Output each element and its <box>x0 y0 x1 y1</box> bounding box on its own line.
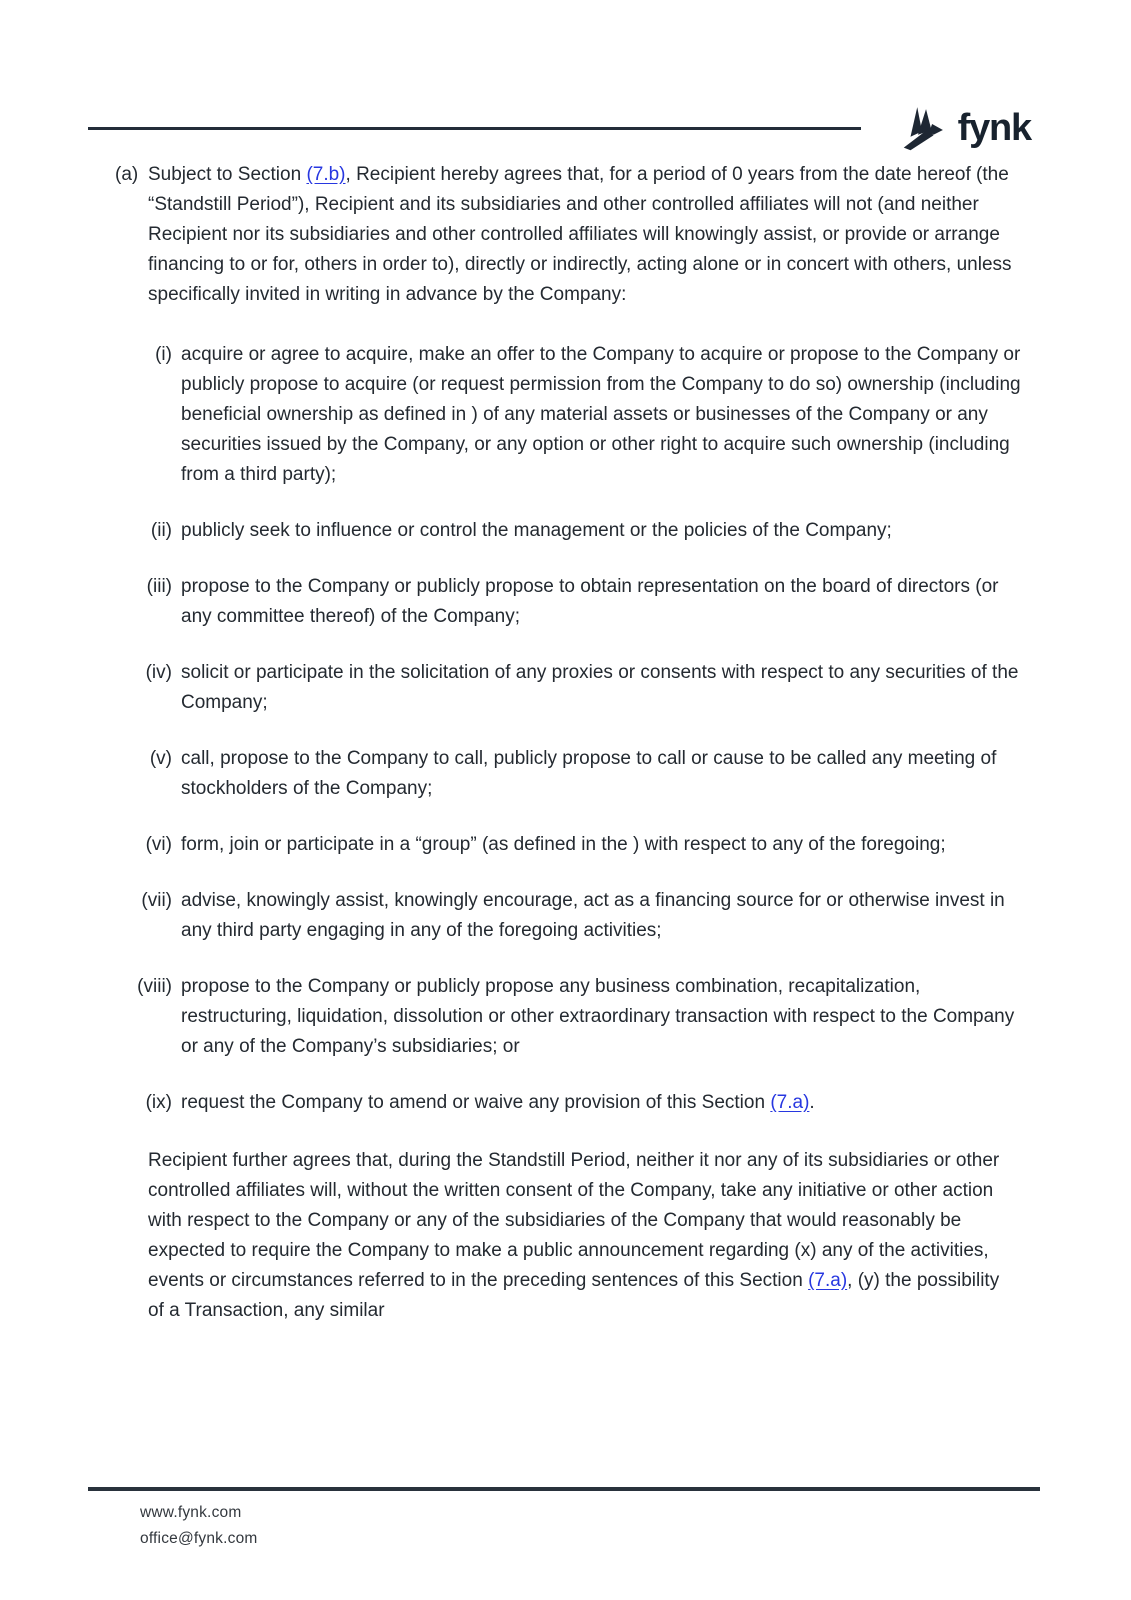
list-item <box>115 1088 1021 1118</box>
list-item-text: form, join or participate in a “group” (as defined in the ) with respect to any of the foregoing; <box>181 834 946 855</box>
section-7a-link[interactable]: (7.a) <box>770 1092 810 1113</box>
letterhead <box>88 96 1031 160</box>
list-item-marker: (vi) <box>145 834 172 855</box>
list-item <box>115 658 1021 718</box>
list-item-text: acquire or agree to acquire, make an offer to the Company to acquire or propose to the Company or publicly propose to acquire (or request permission from the Company to do so) ownership (including beneficial ownership as defined in ) of any material assets or businesses of the Company or any securities issued by the Company, or any option or other right to acquire such ownership (including from a third party); <box>181 344 1021 485</box>
footer-contact <box>140 1500 258 1552</box>
list-item-text: propose to the Company or publicly propose to obtain representation on the board of directors (or any committee thereof) of the Company; <box>181 576 999 627</box>
standstill-list <box>115 340 1021 1118</box>
section-7a-link[interactable]: (7.a) <box>808 1270 848 1291</box>
list-item-text: propose to the Company or publicly propose any business combination, recapitalization, restructuring, liquidation, dissolution or other extraordinary transaction with respect to the Company or any of the Company’s subsidiaries; or <box>181 976 1015 1057</box>
list-item-text: call, propose to the Company to call, publicly propose to call or cause to be called any meeting of stockholders of the Company; <box>181 748 997 799</box>
list-item-marker: (viii) <box>137 976 172 997</box>
closing-paragraph <box>115 1146 1021 1326</box>
paragraph-a <box>115 160 1021 310</box>
standstill-section <box>115 160 1021 1326</box>
list-item-text-before: request the Company to amend or waive any provision of this Section <box>181 1092 771 1113</box>
list-item-marker: (iv) <box>145 662 172 683</box>
paragraph-a-marker: (a) <box>115 164 139 185</box>
list-item-text-after: . <box>809 1092 815 1113</box>
list-item-text <box>181 1088 1021 1118</box>
list-item-text: solicit or participate in the solicitation of any proxies or consents with respect to any securities of the Company; <box>181 662 1019 713</box>
origami-bird-icon <box>897 98 951 158</box>
list-item-marker: (vii) <box>141 890 172 911</box>
list-item <box>115 516 1021 546</box>
list-item-marker: (ii) <box>150 520 172 541</box>
footer-email: office@fynk.com <box>140 1530 258 1547</box>
paragraph-a-text-after: , Recipient hereby agrees that, for a period of 0 years from the date hereof (the “Standstill Period”), Recipient and its subsidiaries and other controlled affiliates will not (and neither Recipient nor its subsidiaries and other controlled affiliates will knowingly assist, or provide or arrange financing to or for, others in order to), directly or indirectly, acting alone or in concert with others, unless specifically invited in writing in advance by the Company: <box>148 164 1012 305</box>
list-item <box>115 886 1021 946</box>
closing-text-after: , (y) the possibility of a Transaction, any similar <box>148 1270 1000 1321</box>
list-item-marker: (i) <box>155 344 172 365</box>
list-item <box>115 572 1021 632</box>
paragraph-a-text <box>148 160 1021 310</box>
fynk-wordmark: fynk <box>957 107 1031 149</box>
footer-website: www.fynk.com <box>140 1504 242 1521</box>
list-item <box>115 972 1021 1062</box>
section-7b-link[interactable]: (7.b) <box>306 164 346 185</box>
footer-divider <box>88 1487 1040 1491</box>
closing-text-before: Recipient further agrees that, during the Standstill Period, neither it nor any of its subsidiaries or other controlled affiliates will, without the written consent of the Company, take any initiative or other action with respect to the Company or any of the subsidiaries of the Company that would reasonably be expected to require the Company to make a public announcement regarding (x) any of the activities, events or circumstances referred to in the preceding sentences of this Section <box>148 1150 1000 1291</box>
list-item-text: advise, knowingly assist, knowingly encourage, act as a financing source for or otherwise invest in any third party engaging in any of the foregoing activities; <box>181 890 1005 941</box>
list-item-marker: (v) <box>149 748 172 769</box>
header-divider <box>88 127 861 130</box>
list-item-text: publicly seek to influence or control the management or the policies of the Company; <box>181 520 892 541</box>
fynk-logo <box>897 98 1031 158</box>
paragraph-a-text-before: Subject to Section <box>148 164 307 185</box>
list-item <box>115 744 1021 804</box>
list-item-marker: (iii) <box>146 576 172 597</box>
list-item-marker: (ix) <box>145 1092 172 1113</box>
list-item <box>115 340 1021 490</box>
list-item <box>115 830 1021 860</box>
